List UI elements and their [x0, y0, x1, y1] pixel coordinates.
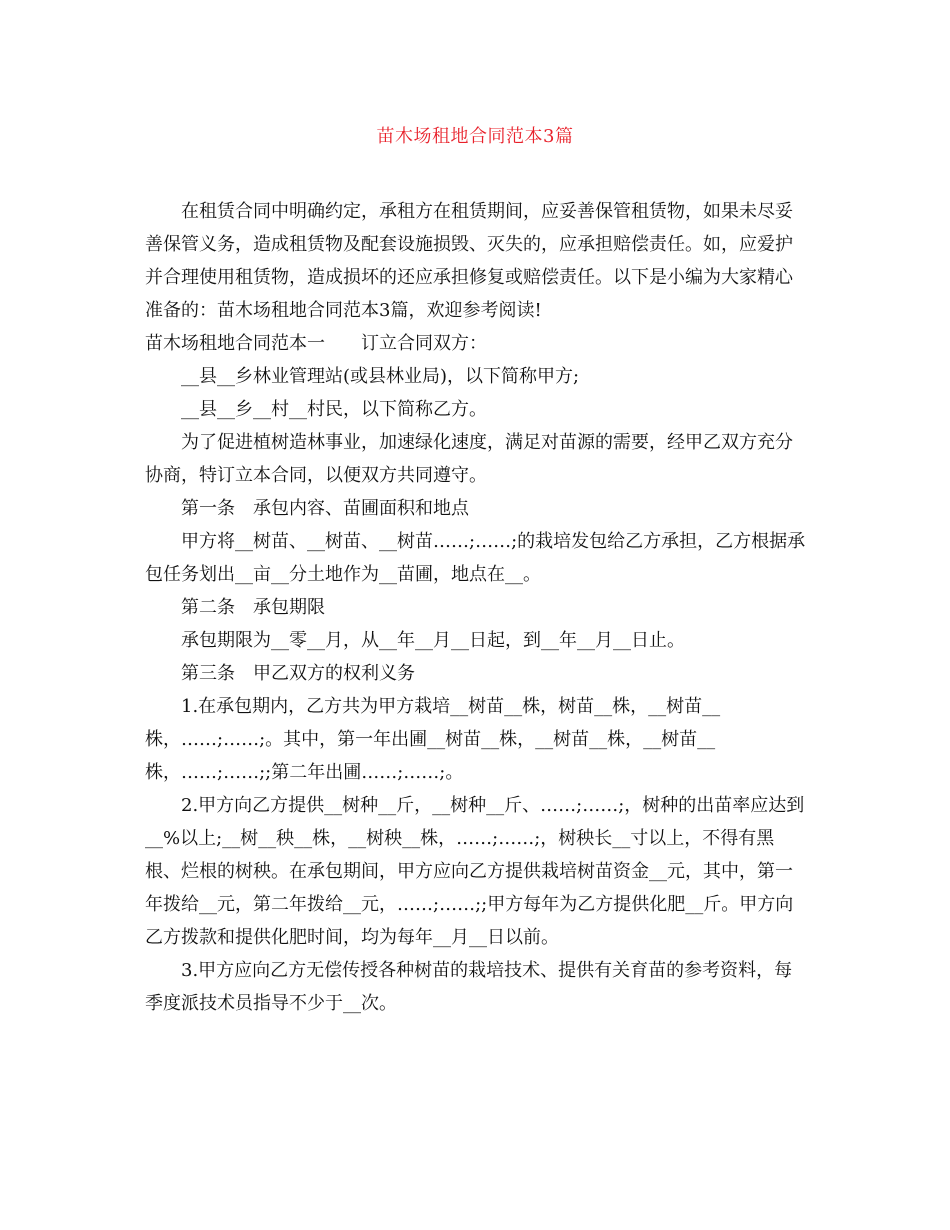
clause-3: 3.甲方应向乙方无偿传授各种树苗的栽培技术、提供有关育苗的参考资料，每季度派技术员指导不少于__次。 [145, 960, 793, 1014]
article-two-body: 承包期限为__零__月，从__年__月__日起，到__年__月__日止。 [181, 630, 685, 651]
article-one-heading: 第一条 承包内容、苗圃面积和地点 [181, 498, 469, 519]
clause-1: 1.在承包期内，乙方共为甲方栽培__树苗__株，树苗__株，__树苗__株，……;……;。其中，第一年出圃__树苗__株，__树苗__株，__树苗__株，……;……;;第二年出圃……;……;。 [145, 696, 721, 783]
article-one-body: 甲方将__树苗、__树苗、__树苗……;……;的栽培发包给乙方承担，乙方根据承包任务划出__亩__分土地作为__苗圃，地点在__。 [145, 531, 806, 585]
document-title: 苗木场租地合同范本3篇 [376, 126, 574, 147]
article-three-heading: 第三条 甲乙双方的权利义务 [181, 663, 415, 684]
article-two-heading: 第二条 承包期限 [181, 597, 325, 618]
document-body [145, 195, 810, 1020]
intro-paragraph: 在租赁合同中明确约定，承租方在租赁期间，应妥善保管租赁物，如果未尽妥善保管义务，造成租赁物及配套设施损毁、灭失的，应承担赔偿责任。如，应爱护并合理使用租赁物，造成损坏的还应承担修复或赔偿责任。以下是小编为大家精心准备的：苗木场租地合同范本3篇，欢迎参考阅读! [145, 201, 793, 321]
section-heading-contract-one: 苗木场租地合同范本一 订立合同双方： [145, 333, 487, 354]
purpose-paragraph: 为了促进植树造林事业，加速绿化速度，满足对苗源的需要，经甲乙双方充分协商，特订立本合同，以便双方共同遵守。 [145, 432, 793, 486]
clause-2: 2.甲方向乙方提供__树种__斤，__树种__斤、……;……;，树种的出苗率应达到__%以上;__树__秧__株，__树秧__株，……;……;，树秧长__寸以上，不得有黑根、烂根的树秧。在承包期间，甲方应向乙方提供栽培树苗资金__元，其中，第一年拨给__元，第二年拨给__元，……;……;;甲方每年为乙方提供化肥__斤。甲方向乙方拨款和提供化肥时间，均为每年__月__日以前。 [145, 795, 805, 948]
party-a-line: __县__乡林业管理站(或县林业局)，以下简称甲方; [181, 366, 580, 387]
party-b-line: __县__乡__村__村民，以下简称乙方。 [181, 399, 487, 420]
